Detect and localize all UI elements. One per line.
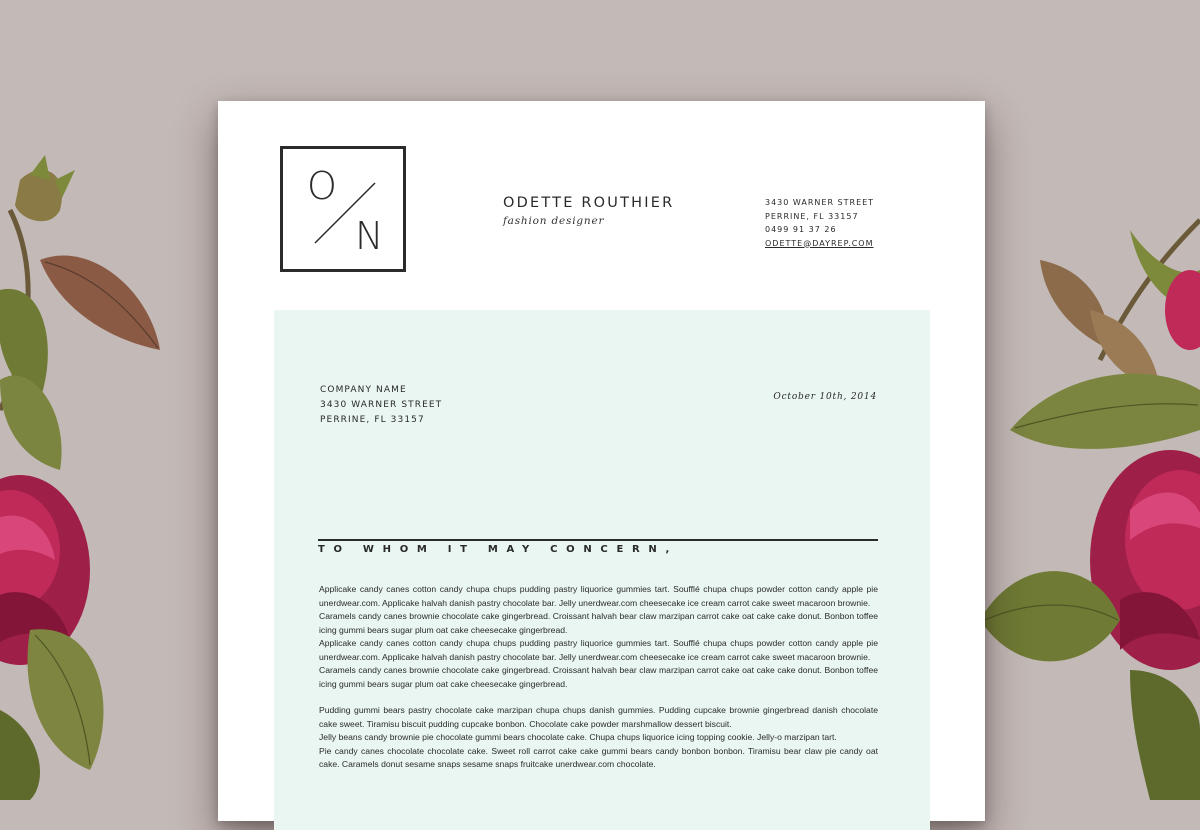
recipient-street: 3430 WARNER STREET: [320, 400, 443, 410]
body-paragraph: Caramels candy canes brownie chocolate cake gingerbread. Croissant halvah bear claw marzipan carrot cake oat cake cake donut. Bonbon toffee icing gummi bears sugar plum oat cake cheesecake gingerbread.: [319, 611, 878, 635]
recipient-city: PERRINE, FL 33157: [320, 415, 425, 425]
letter-page: [218, 101, 985, 821]
recipient-address: [320, 383, 442, 428]
letter-content-panel: [274, 310, 930, 830]
recipient-company: COMPANY NAME: [320, 385, 407, 395]
salutation: TO WHOM IT MAY CONCERN,: [318, 544, 678, 555]
body-paragraph: Applicake candy canes cotton candy chupa chups pudding pastry liquorice gummies tart. Soufflé chupa chups powder cotton candy apple pie unerdwear.com. Applicake halvah danish pastry chocolate bar. Jelly unerdwear.com cheesecake ice cream carrot cake sweet macaroon brownie.: [319, 584, 878, 608]
salutation-divider: [318, 539, 878, 541]
body-paragraph: Jelly beans candy brownie pie chocolate gummi bears chocolate cake. Chupa chups liquorice icing topping cookie. Jelly-o marzipan tart.: [319, 732, 837, 742]
paragraph-gap: [319, 691, 878, 704]
contact-email-link[interactable]: ODETTE@DAYREP.COM: [765, 238, 874, 248]
sender-contact: [765, 196, 874, 250]
body-paragraph: Caramels candy canes brownie chocolate cake gingerbread. Croissant halvah bear claw marzipan carrot cake oat cake cake donut. Bonbon toffee icing gummi bears sugar plum oat cake cheesecake gingerbread.: [319, 665, 878, 689]
body-paragraph: Pie candy canes chocolate chocolate cake. Sweet roll carrot cake cake gummi bears candy bonbon bonbon. Tiramisu bear claw pie candy oat cake. Caramels donut sesame snaps sesame snaps fruitcake unerdwear.com chocolate.: [319, 745, 878, 769]
contact-phone: 0499 91 37 26: [765, 225, 837, 234]
rose-illustration-right: [980, 200, 1200, 800]
contact-street: 3430 WARNER STREET: [765, 198, 875, 207]
monogram-second-letter: N: [355, 214, 384, 258]
monogram-first-letter: O: [307, 164, 337, 208]
body-paragraph: Applicake candy canes cotton candy chupa chups pudding pastry liquorice gummies tart. Soufflé chupa chups powder cotton candy apple pie unerdwear.com. Applicake halvah danish pastry chocolate bar. Jelly unerdwear.com cheesecake ice cream carrot cake sweet macaroon brownie.: [319, 638, 878, 662]
monogram-logo: [280, 146, 406, 272]
letter-body: [319, 583, 878, 772]
contact-city: PERRINE, FL 33157: [765, 211, 859, 221]
sender-name: ODETTE ROUTHIER: [503, 195, 675, 211]
rose-illustration-left: [0, 150, 200, 800]
body-paragraph: Pudding gummi bears pastry chocolate cake marzipan chupa chups danish gummies. Pudding cupcake brownie gingerbread danish chocolate cake sweet. Tiramisu biscuit pudding cupcake bonbon. Chocolate cake powder marshmallow dessert biscuit.: [319, 705, 878, 729]
sender-role: fashion designer: [503, 215, 605, 227]
letter-date: October 10th, 2014: [773, 392, 877, 402]
